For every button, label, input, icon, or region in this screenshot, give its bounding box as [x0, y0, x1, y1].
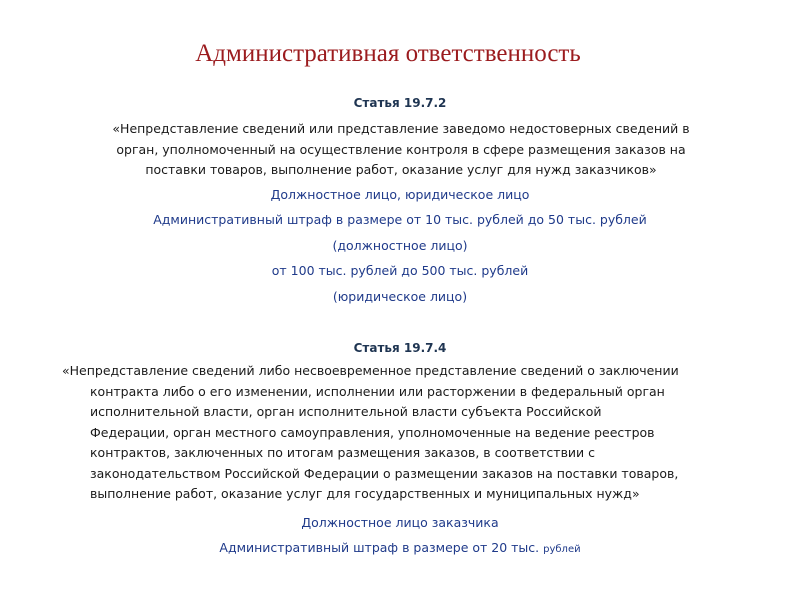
- quote-line: контракта либо о его изменении, исполнении или расторжении в федеральный орган: [90, 383, 665, 399]
- quote-line: контрактов, заключенных по итогам размещения заказов, в соответствии с: [90, 445, 596, 460]
- quote-line: «Непредставление сведений или представление заведомо недостоверных сведений в: [112, 121, 690, 136]
- fine-legal: от 100 тыс. рублей до 500 тыс. рублей: [271, 263, 529, 278]
- slide-title: Административная ответственность: [195, 40, 581, 67]
- article-quote: [62, 361, 752, 505]
- fine-legal-note: (юридическое лицо): [332, 289, 468, 304]
- quote-line: законодательством Российской Федерации о размещении заказов на поставки товаров,: [90, 465, 679, 481]
- article-quote: [86, 119, 716, 181]
- quote-line: Федерации, орган местного самоуправления, уполномоченные на ведение реестров: [90, 424, 655, 440]
- fine-official: Административный штраф в размере от 10 тыс. рублей до 50 тыс. рублей: [153, 212, 647, 227]
- quote-line: исполнительной власти, орган исполнительной власти субъекта Российской: [90, 404, 602, 419]
- quote-line: «Непредставление сведений либо несвоевременное представление сведений о заключении: [62, 363, 679, 378]
- fine-customer: [0, 540, 800, 555]
- fine-unit: рублей: [543, 544, 581, 555]
- article-heading: Статья 19.7.4: [353, 341, 447, 355]
- responsible-subject: Должностное лицо заказчика: [301, 515, 499, 530]
- quote-line: орган, уполномоченный на осуществление контроля в сфере размещения заказов на: [116, 141, 686, 157]
- responsible-subject: Должностное лицо, юридическое лицо: [270, 187, 530, 202]
- article-heading: Статья 19.7.2: [353, 96, 447, 110]
- fine-text: Административный штраф в размере от 20 тыс.: [219, 540, 544, 555]
- quote-line: выполнение работ, оказание услуг для государственных и муниципальных нужд»: [90, 486, 640, 501]
- fine-official-note: (должностное лицо): [332, 238, 468, 253]
- quote-line: поставки товаров, выполнение работ, оказание услуг для нужд заказчиков»: [145, 162, 657, 177]
